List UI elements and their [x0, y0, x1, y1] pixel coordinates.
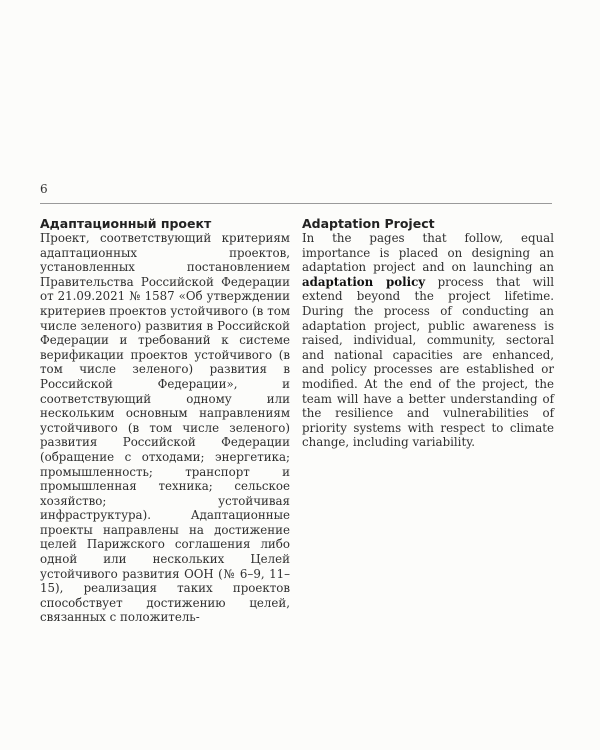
english-body-part2: process that will extend beyond the project lifetime. During the process of conducting an adaptation project, public awareness is raised, individual, community, sectoral and national capacities are enhanced, and policy processes are established or modified. At the end of the project, the team will have a better understanding of the resilience and vulnerabilities of priority systems with respect to climate change, including variability. — [302, 274, 554, 450]
english-column — [302, 216, 554, 450]
adaptation-policy-term: adaptation policy — [302, 274, 426, 289]
english-body-part1: In the pages that follow, equal importance is placed on designing an adaptation project and on launching an — [302, 231, 554, 275]
english-body-text — [302, 231, 554, 450]
english-heading: Adaptation Project — [302, 216, 435, 231]
russian-heading: Адаптационный проект — [40, 216, 212, 231]
russian-column — [40, 216, 290, 625]
russian-body-text: Проект, соответствующий критериям адаптационных проектов, установленных постановлением Правительства Российской Федерации от 21.09.2021 № 1587 «Об утверждении критериев проектов устойчивого (в том числе зеленого) развития в Российской Федерации и требований к системе верификации проектов устойчивого (в том числе зеленого) развития в Российской Федерации», и соответствующий одному или нескольким основным направлениям устойчивого (в том числе зеленого) развития Российской Федерации (обращение с отходами; энергетика; промышленность; транспорт и промышленная техника; сельское хозяйство; устойчивая инфраструктура). Адаптационные проекты направлены на достижение целей Парижского соглашения либо одной или нескольких Целей устойчивого развития ООН (№ 6–9, 11–15), реализация таких проектов способствует достижению целей, связанных с положитель- — [40, 231, 290, 625]
page-number: 6 — [40, 182, 48, 196]
header-rule — [40, 203, 552, 204]
